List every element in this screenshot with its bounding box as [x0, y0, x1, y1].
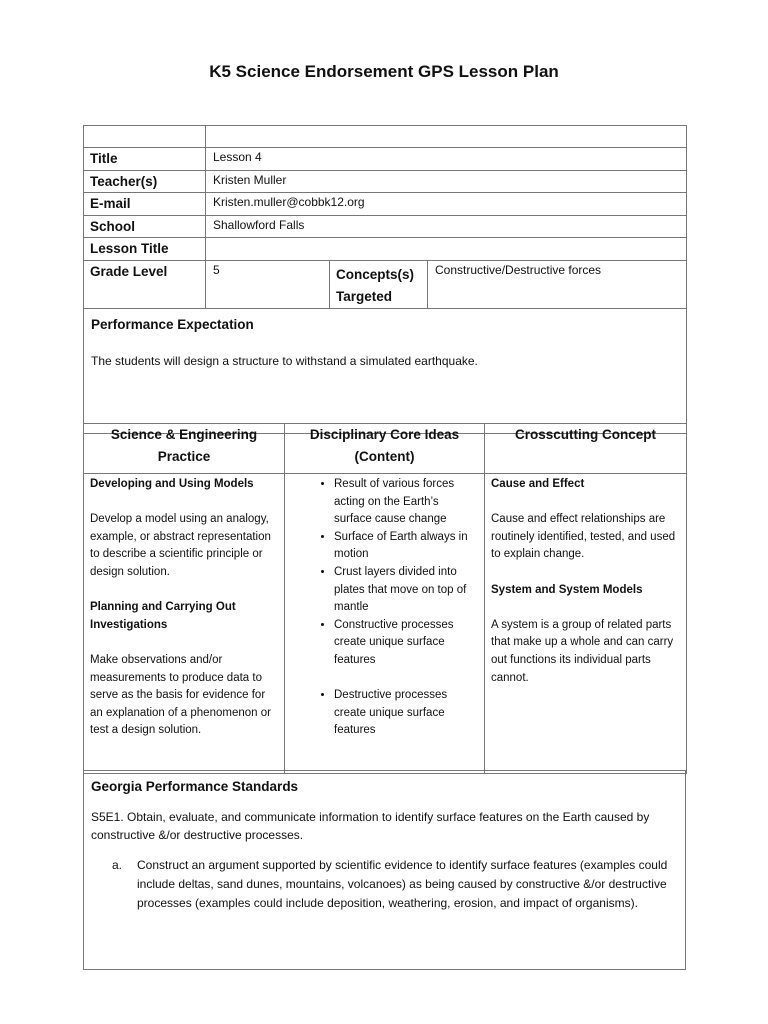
dci-item: • Result of various forces acting on the Earth’s surface cause change — [334, 476, 478, 529]
column-body-row — [84, 474, 687, 774]
teacher-label: Teacher(s) — [84, 171, 206, 193]
email-row — [84, 193, 687, 216]
cc-heading: Crosscutting Concept — [485, 424, 687, 474]
header-blank-row — [84, 126, 687, 148]
standards-columns-table — [83, 423, 687, 774]
performance-row — [84, 309, 687, 434]
lesson-info-table — [83, 125, 687, 434]
sep-heading: Science & Engineering Practice — [84, 424, 285, 474]
cc-column — [485, 474, 687, 774]
performance-heading: Performance Expectation — [91, 317, 254, 332]
page-title: K5 Science Endorsement GPS Lesson Plan — [209, 62, 559, 81]
concepts-label: Concepts(s) Targeted — [330, 261, 428, 309]
gps-sub-letter: a. — [112, 858, 123, 872]
title-value: Lesson 4 — [206, 148, 687, 171]
gps-standard: S5E1. Obtain, evaluate, and communicate information to identify surface features on the Earth caused by constructive &/or destructive processes. — [91, 810, 650, 842]
lesson-title-label: Lesson Title — [84, 238, 206, 261]
cc-text-2: A system is a group of related parts that make up a whole and can carry out functions its individual parts cannot. — [491, 618, 674, 684]
dci-list — [291, 476, 478, 740]
sep-heading-2: Planning and Carrying Out Investigations — [90, 601, 236, 631]
dci-heading: Disciplinary Core Ideas (Content) — [285, 424, 485, 474]
lesson-title-row — [84, 238, 687, 261]
sep-column — [84, 474, 285, 774]
cc-heading-2: System and System Models — [491, 583, 643, 596]
school-row — [84, 216, 687, 238]
performance-expectation — [84, 309, 687, 434]
title-row — [84, 148, 687, 171]
gps-sub-text: Construct an argument supported by scientific evidence to identify surface features (examples could include deltas, sand dunes, mountains, volcanoes) as being caused by constructive &/or destructive processes (examples could include deposition, weathering, erosion, and impact of organisms). — [137, 858, 668, 910]
dci-item: • Crust layers divided into plates that move on top of mantle — [334, 564, 478, 617]
gps-section — [84, 771, 686, 970]
email-label: E-mail — [84, 193, 206, 216]
gps-substandard — [91, 856, 678, 913]
blank-cell — [206, 126, 687, 148]
lesson-title-value — [206, 238, 687, 261]
cc-heading-1: Cause and Effect — [491, 478, 585, 490]
blank-cell — [84, 126, 206, 148]
concepts-value: Constructive/Destructive forces — [428, 261, 687, 309]
teacher-value: Kristen Muller — [206, 171, 687, 193]
dci-item: • Surface of Earth always in motion — [334, 529, 478, 564]
dci-item: • Destructive processes create unique surface features — [334, 687, 478, 740]
school-value: Shallowford Falls — [206, 216, 687, 238]
dci-column — [285, 474, 485, 774]
gps-table — [83, 770, 686, 970]
performance-text: The students will design a structure to withstand a simulated earthquake. — [91, 354, 478, 368]
sep-text-2: Make observations and/or measurements to produce data to serve as the basis for evidence for an explanation of a phenomenon or test a design solution. — [90, 653, 271, 737]
cc-text-1: Cause and effect relationships are routinely identified, tested, and used to explain change. — [491, 513, 676, 561]
gps-row — [84, 771, 686, 970]
sep-text-1: Develop a model using an analogy, example, or abstract representation to describe a scientific principle or design solution. — [90, 513, 271, 578]
title-label: Title — [84, 148, 206, 171]
grade-label: Grade Level — [84, 261, 206, 309]
gps-heading: Georgia Performance Standards — [91, 779, 299, 794]
email-value: Kristen.muller@cobbk12.org — [206, 193, 687, 216]
grade-value: 5 — [206, 261, 330, 309]
column-header-row — [84, 424, 687, 474]
sep-heading-1: Developing and Using Models — [90, 478, 254, 490]
school-label: School — [84, 216, 206, 238]
grade-row — [84, 261, 687, 309]
teacher-row — [84, 171, 687, 193]
dci-item: • Constructive processes create unique surface features — [334, 617, 478, 670]
